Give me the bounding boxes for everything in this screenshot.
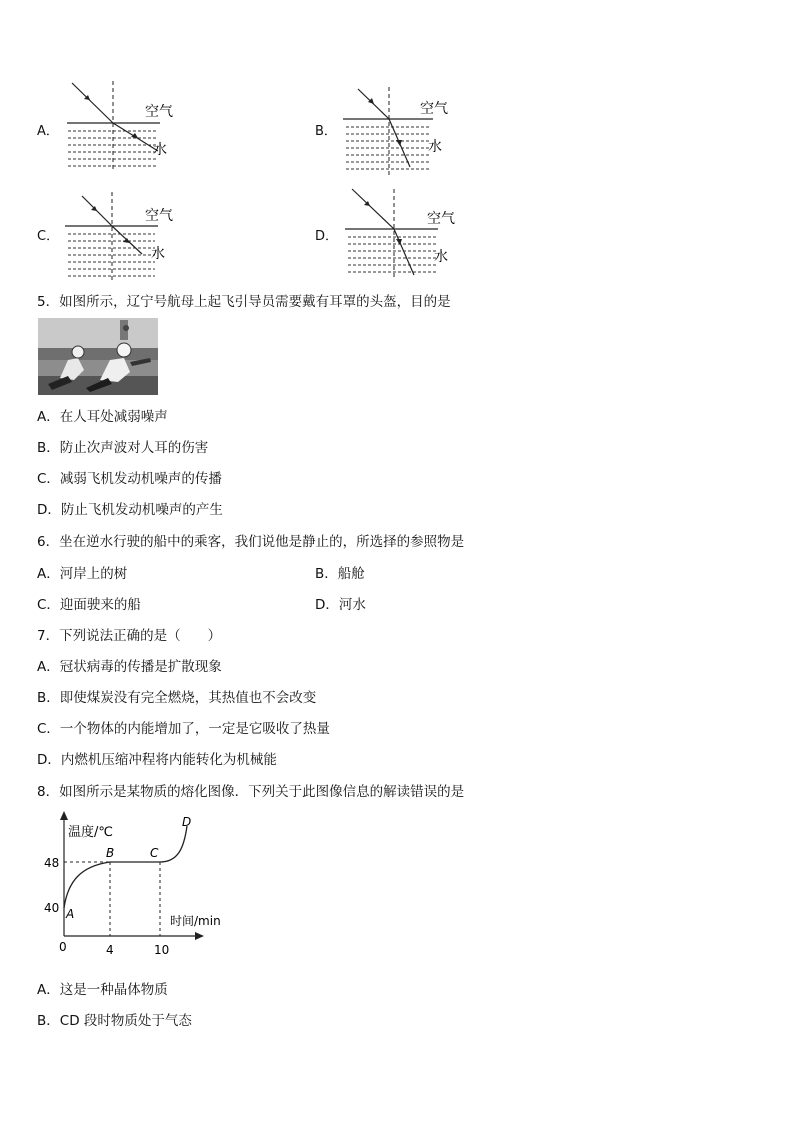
graph-x-label: 时间/min [170,914,221,928]
q5-photo [38,318,158,395]
q4-option-c-figure [60,190,190,289]
q8-option-b: B．CD 段时物质处于气态 [37,1013,192,1029]
q6-option-d: D．河水 [315,597,366,613]
graph-ytick-40: 40 [44,901,60,915]
q4-option-b-label: B． [315,124,337,139]
q7-option-c: C．一个物体的内能增加了，一定是它吸收了热量 [37,721,330,737]
q8-stem: 8．如图所示是某物质的熔化图像．下列关于此图像信息的解读错误的是 [37,784,465,800]
graph-point-d: D [182,815,192,829]
q6-option-a: A．河岸上的树 [37,566,128,582]
q4-option-b-figure [338,85,468,184]
q5-option-c: C．减弱飞机发动机噪声的传播 [37,471,222,487]
q4-b-water-label: 水 [428,139,442,155]
graph-point-b: B [106,846,115,860]
q6-option-c: C．迎面驶来的船 [37,597,141,613]
q4-option-d-label: D． [315,229,339,244]
q7-option-d: D．内燃机压缩冲程将内能转化为机械能 [37,752,277,768]
graph-xtick-10: 10 [154,943,170,957]
q6-stem: 6．坐在逆水行驶的船中的乘客，我们说他是静止的，所选择的参照物是 [37,534,465,550]
q8-option-a: A．这是一种晶体物质 [37,982,168,998]
graph-ytick-48: 48 [44,856,60,870]
q4-a-water-label: 水 [153,142,167,158]
graph-y-label: 温度/℃ [68,825,113,840]
q4-c-air-label: 空气 [145,208,173,224]
q4-option-a-label: A． [37,124,59,139]
q6-option-b: B．船舱 [315,566,365,582]
q4-d-water-label: 水 [434,249,448,265]
melting-graph [30,808,230,962]
q4-a-air-label: 空气 [145,104,173,120]
q7-option-a: A．冠状病毒的传播是扩散现象 [37,659,222,675]
q4-d-air-label: 空气 [427,211,455,227]
q7-stem: 7．下列说法正确的是（ ） [37,628,222,644]
q5-option-a: A．在人耳处减弱噪声 [37,409,168,425]
q5-option-d: D．防止飞机发动机噪声的产生 [37,502,223,518]
graph-point-a: A [66,907,75,921]
graph-origin: 0 [59,940,67,954]
q4-c-water-label: 水 [151,246,165,262]
q4-b-air-label: 空气 [420,101,448,117]
q7-option-b: B．即使煤炭没有完全燃烧，其热值也不会改变 [37,690,317,706]
q5-option-b: B．防止次声波对人耳的伤害 [37,440,209,456]
q4-option-c-label: C． [37,229,60,244]
graph-point-c: C [150,846,159,860]
q5-stem: 5．如图所示，辽宁号航母上起飞引导员需要戴有耳罩的头盔，目的是 [37,294,451,310]
q4-option-d-figure [338,187,468,286]
q4-option-a-figure [60,78,190,177]
graph-xtick-4: 4 [106,943,114,957]
